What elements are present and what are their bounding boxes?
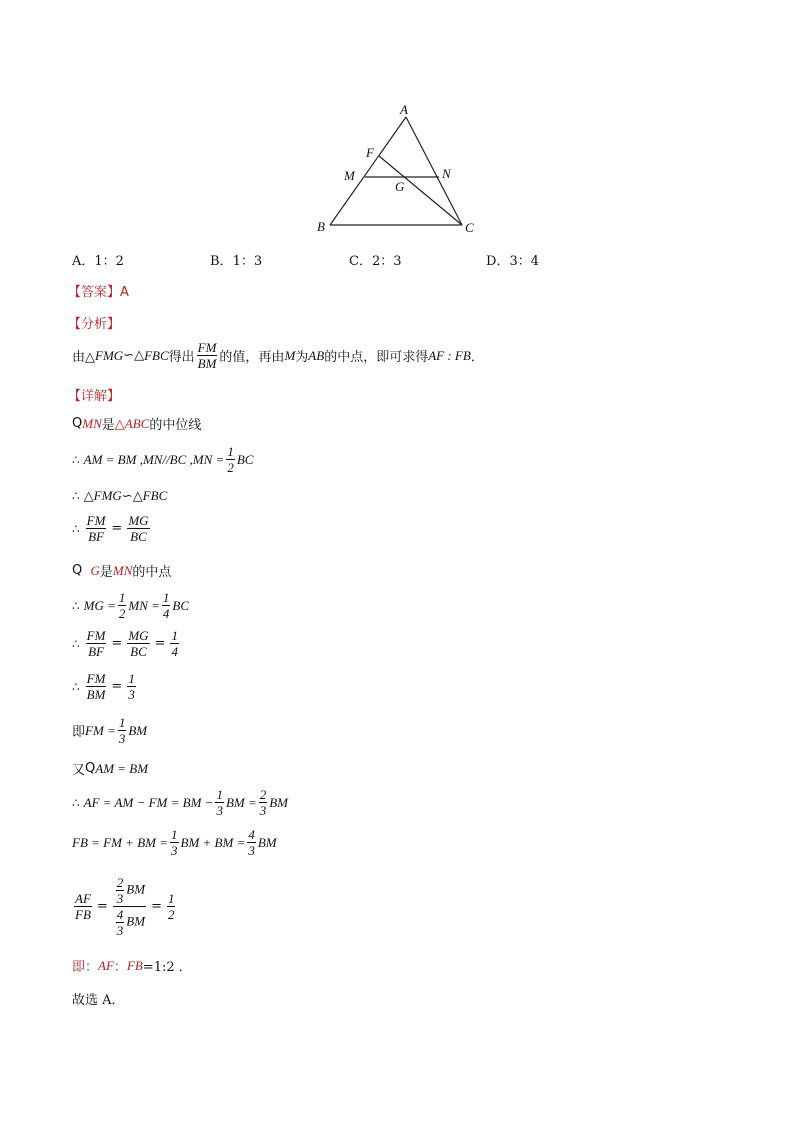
detail-line-15: 故选 A． xyxy=(72,993,125,1008)
option-b: B．1：3 xyxy=(210,254,263,269)
detail-line-8: ∴ $\frac{FM}{BM}$ = $\frac{1}{3}$ xyxy=(72,671,135,702)
answer-value: A xyxy=(120,285,129,300)
label-n: N xyxy=(442,166,451,181)
detail-line-2: ∴ AM = BM ,MN//BC ,MN = $\frac{1}{2}$ BC xyxy=(72,444,254,475)
option-a: A．1：2 xyxy=(72,254,124,269)
detail-tag: 【详解】 xyxy=(68,389,121,404)
detail-line-10: 又 Q AM = BM xyxy=(72,760,149,778)
detail-line-4: ∴ $\frac{FM}{BF}$ = $\frac{MG}{BC}$ xyxy=(72,513,149,544)
detail-line-7: ∴ $\frac{FM}{BF}$ = $\frac{MG}{BC}$ = $\frac{1}{4}$ xyxy=(72,628,178,659)
detail-line-14: 即： AF ： FB =1:2 ． xyxy=(72,957,192,975)
edge-ab xyxy=(330,117,406,225)
option-d: D．3：4 xyxy=(486,254,539,269)
detail-line-12: FB = FM + BM = $\frac{1}{3}$ BM + BM = $\frac{4}{3}$ BM xyxy=(72,827,277,858)
label-g: G xyxy=(395,179,405,194)
analysis-tag: 【分析】 xyxy=(68,317,121,332)
detail-line-6: ∴ MG = $\frac{1}{2}$ MN = $\frac{1}{4}$ BC xyxy=(72,590,190,621)
detail-line-1: Q MN 是 △ABC 的中位线 xyxy=(72,415,202,433)
fraction-fm-bm: $\frac{FM}{BM}$ xyxy=(197,340,217,371)
analysis-text: 由△ FMG ∽△ FBC 得出 $\frac{FM}{BM}$ 的值，再由 M 为 AB 的中点，即可求得 AF : FB ． xyxy=(72,340,484,371)
triangle-figure xyxy=(300,95,500,240)
compound-fraction: $\frac{2}{3}$ BM $\frac{4}{3}$ BM xyxy=(113,875,146,938)
detail-line-5: Q G 是 MN 的中点 xyxy=(72,562,172,580)
detail-line-3: ∴ △FMG∽△FBC xyxy=(72,488,168,503)
label-m: M xyxy=(344,168,355,183)
detail-line-9: 即 FM = $\frac{1}{3}$ BM xyxy=(72,715,148,746)
detail-line-11: ∴ AF = AM − FM = BM − $\frac{1}{3}$ BM = $\frac{2}{3}$ BM xyxy=(72,787,289,818)
label-a: A xyxy=(400,102,408,117)
edge-ac xyxy=(406,117,462,225)
detail-line-13: $\frac{AF}{FB}$ = $\frac{2}{3}$ BM $\frac{4}{3}$ BM = $\frac{1}{2}$ xyxy=(75,875,175,938)
label-c: C xyxy=(465,220,474,235)
answer-tag: 【答案】 xyxy=(68,285,121,300)
option-c: C．2：3 xyxy=(349,254,402,269)
label-b: B xyxy=(317,219,325,234)
label-f: F xyxy=(366,145,374,160)
answer-line xyxy=(68,281,129,300)
